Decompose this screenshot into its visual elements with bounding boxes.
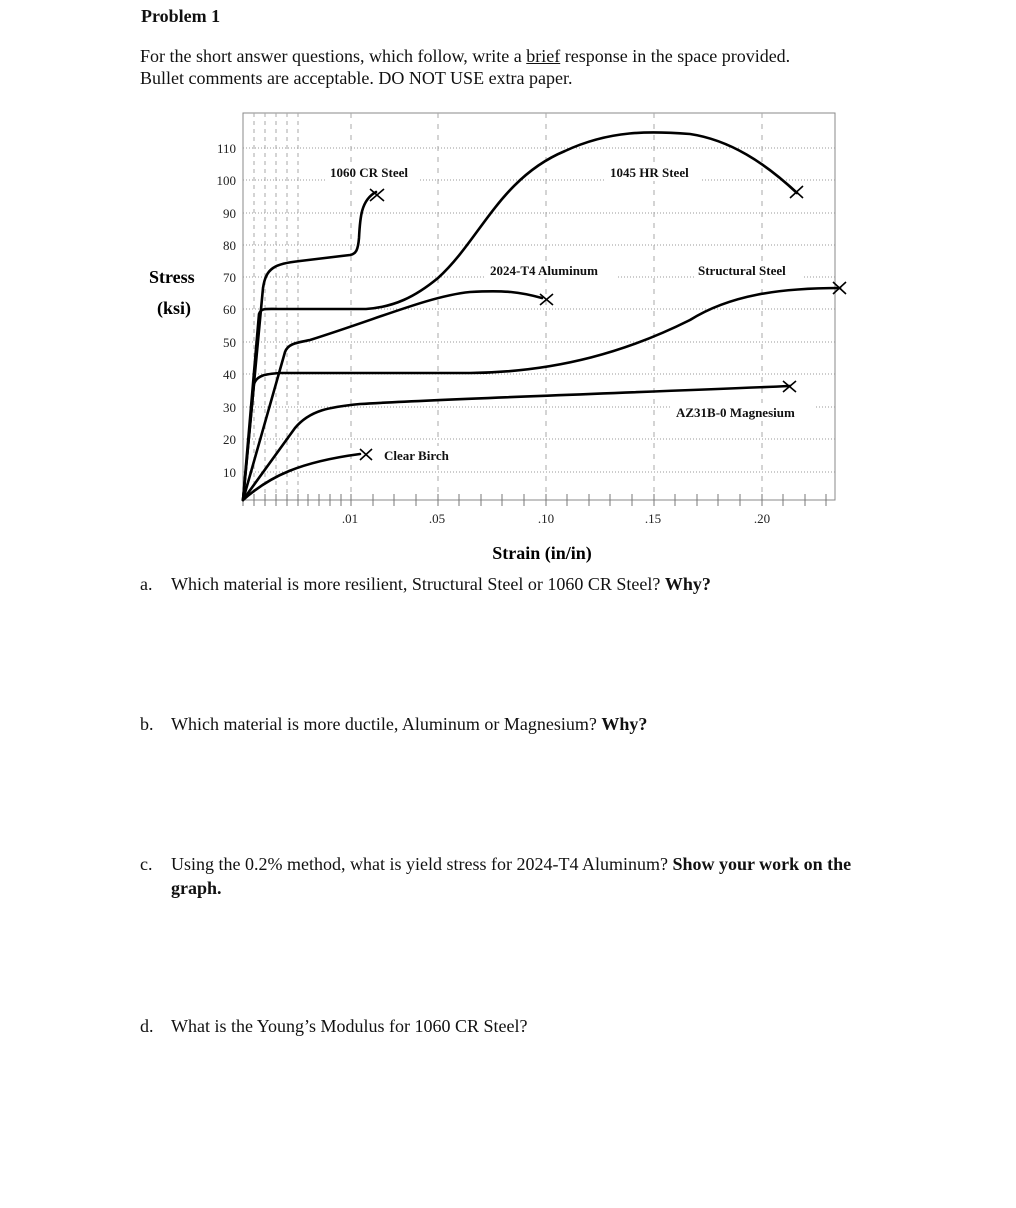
question-emphasis: Why? — [601, 714, 648, 734]
x-tick-label: .05 — [428, 511, 446, 526]
question-label: a. — [140, 574, 153, 594]
question-c — [140, 852, 900, 900]
instructions-part1: For the short answer questions, which follow, write a — [140, 46, 527, 66]
question-text: What is the Young’s Modulus for 1060 CR Steel? — [171, 1016, 528, 1036]
question-text: Which material is more ductile, Aluminum or Magnesium? — [171, 714, 602, 734]
label-az31b-0-magnesium: AZ31B-0 Magnesium — [676, 405, 795, 420]
y-tick-label: 90 — [223, 206, 236, 221]
label-structural-steel: Structural Steel — [698, 263, 786, 278]
curve-2024-t4-aluminum — [243, 291, 542, 500]
y-tick-label: 50 — [223, 335, 236, 350]
question-emphasis: Why? — [664, 574, 711, 594]
label-clear-birch: Clear Birch — [384, 448, 449, 463]
y-tick-label: 60 — [223, 302, 236, 317]
problem-title: Problem 1 — [141, 6, 221, 26]
curve-1045-hr-steel — [243, 132, 797, 500]
label-1060-cr-steel: 1060 CR Steel — [330, 165, 408, 180]
instructions-line2: Bullet comments are acceptable. DO NOT USE extra paper. — [140, 68, 573, 88]
instructions-part2: response in the space provided. — [560, 46, 791, 66]
x-tick-label: .10 — [537, 511, 555, 526]
instructions-underlined: brief — [526, 46, 561, 66]
curve-structural-steel — [243, 288, 840, 500]
y-tick-label: 40 — [223, 367, 236, 382]
question-text: Which material is more resilient, Structural Steel or 1060 CR Steel? — [171, 574, 665, 594]
x-axis-title: Strain (in/in) — [492, 543, 592, 563]
question-emphasis: Show your work on the graph. — [171, 854, 852, 898]
x-tick-label: .20 — [753, 511, 771, 526]
y-tick-label: 70 — [223, 270, 236, 285]
question-text: Using the 0.2% method, what is yield stress for 2024-T4 Aluminum? — [171, 854, 673, 874]
stress-strain-chart — [0, 0, 1016, 570]
x-tick-label: .15 — [644, 511, 662, 526]
fracture-marker-clear-birch — [360, 449, 372, 460]
y-tick-label: 80 — [223, 238, 236, 253]
label-2024-t4-aluminum: 2024-T4 Aluminum — [490, 263, 598, 278]
question-label: c. — [140, 854, 153, 874]
question-b — [140, 712, 900, 736]
label-1045-hr-steel: 1045 HR Steel — [610, 165, 689, 180]
y-axis-title: Stress — [149, 267, 195, 287]
fracture-marker-1045-hr-steel — [790, 186, 803, 198]
y-tick-label: 20 — [223, 432, 236, 447]
question-d — [140, 1014, 900, 1038]
y-axis-title-unit: (ksi) — [157, 298, 192, 318]
y-tick-label: 30 — [223, 400, 236, 415]
question-a — [140, 572, 900, 596]
y-tick-label: 10 — [223, 465, 236, 480]
y-tick-label: 110 — [216, 141, 236, 156]
x-tick-label: .01 — [341, 511, 359, 526]
y-tick-label: 100 — [216, 173, 236, 188]
question-label: b. — [140, 714, 154, 734]
question-label: d. — [140, 1016, 154, 1036]
